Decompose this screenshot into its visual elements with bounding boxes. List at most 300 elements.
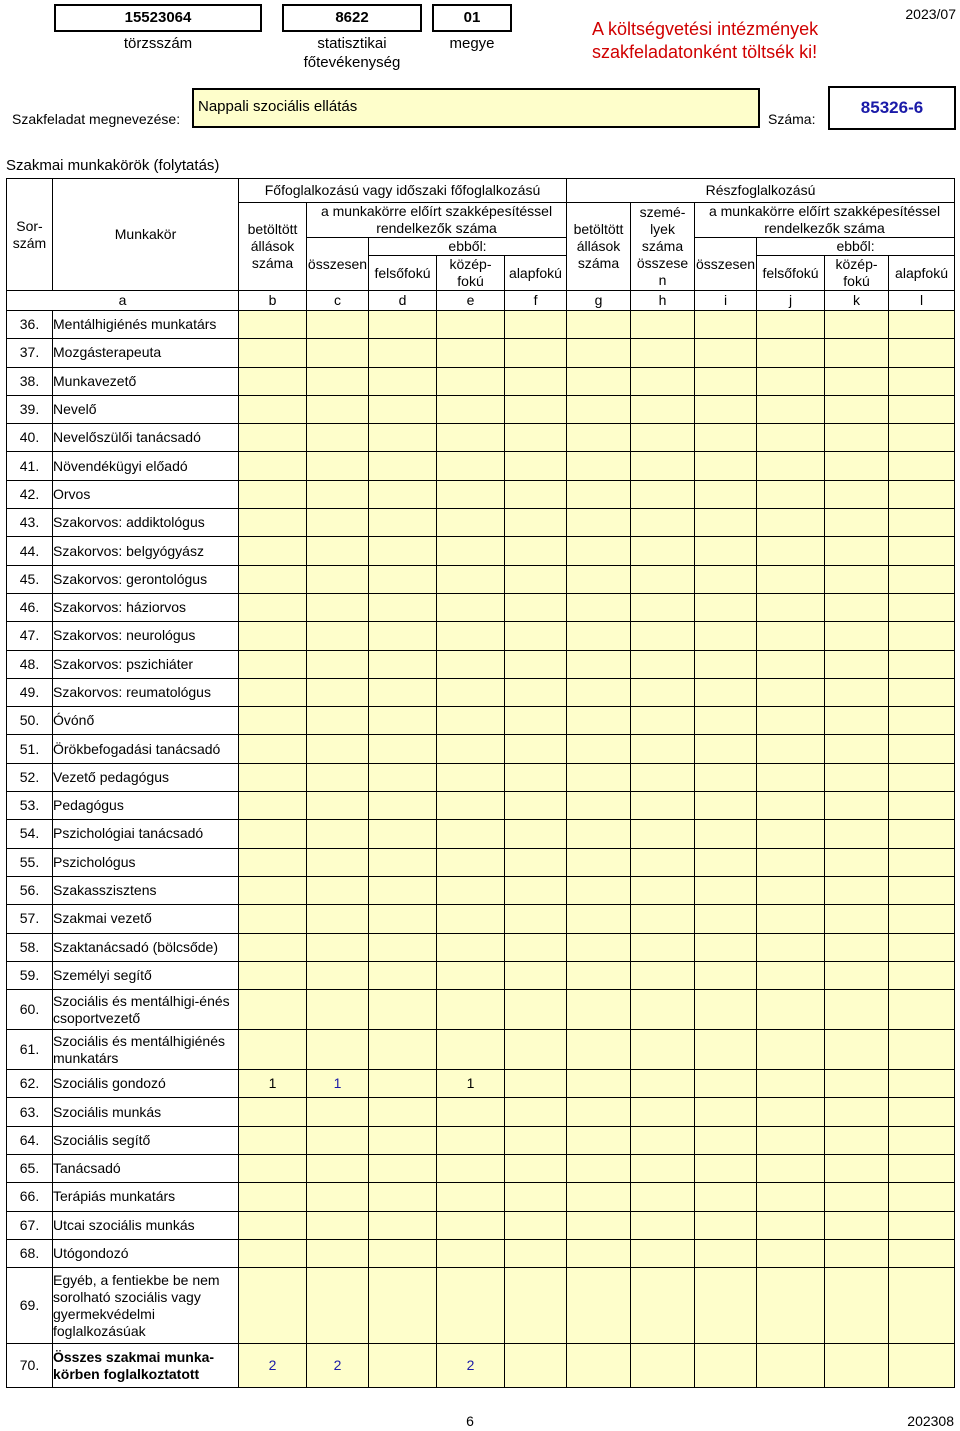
input-cell-c[interactable] bbox=[307, 480, 369, 508]
input-cell-e[interactable] bbox=[437, 650, 505, 678]
input-cell-f[interactable] bbox=[505, 990, 567, 1030]
input-cell-f[interactable] bbox=[505, 1070, 567, 1098]
input-cell-l[interactable] bbox=[889, 707, 955, 735]
input-cell-e[interactable] bbox=[437, 509, 505, 537]
input-cell-i[interactable] bbox=[695, 480, 757, 508]
input-cell-e[interactable] bbox=[437, 876, 505, 904]
input-cell-j[interactable] bbox=[757, 339, 825, 367]
input-cell-f[interactable] bbox=[505, 1344, 567, 1388]
input-cell-k[interactable] bbox=[825, 1155, 889, 1183]
input-cell-j[interactable] bbox=[757, 1239, 825, 1267]
input-cell-c[interactable] bbox=[307, 1268, 369, 1344]
input-cell-k[interactable] bbox=[825, 1070, 889, 1098]
input-cell-b[interactable] bbox=[239, 848, 307, 876]
input-cell-j[interactable] bbox=[757, 452, 825, 480]
input-cell-j[interactable] bbox=[757, 593, 825, 621]
input-cell-c[interactable] bbox=[307, 311, 369, 339]
input-cell-i[interactable] bbox=[695, 735, 757, 763]
input-cell-l[interactable] bbox=[889, 339, 955, 367]
input-cell-d[interactable] bbox=[369, 1155, 437, 1183]
input-cell-h[interactable] bbox=[631, 311, 695, 339]
input-cell-h[interactable] bbox=[631, 537, 695, 565]
input-cell-b[interactable] bbox=[239, 593, 307, 621]
input-cell-i[interactable] bbox=[695, 1126, 757, 1154]
input-cell-i[interactable] bbox=[695, 933, 757, 961]
input-cell-l[interactable] bbox=[889, 565, 955, 593]
input-cell-c[interactable] bbox=[307, 933, 369, 961]
input-cell-g[interactable] bbox=[567, 905, 631, 933]
input-cell-k[interactable] bbox=[825, 961, 889, 989]
input-cell-i[interactable] bbox=[695, 1268, 757, 1344]
input-cell-l[interactable] bbox=[889, 1239, 955, 1267]
input-cell-e[interactable] bbox=[437, 480, 505, 508]
input-cell-i[interactable] bbox=[695, 848, 757, 876]
input-cell-g[interactable] bbox=[567, 735, 631, 763]
input-cell-i[interactable] bbox=[695, 961, 757, 989]
input-cell-j[interactable] bbox=[757, 735, 825, 763]
input-cell-g[interactable] bbox=[567, 707, 631, 735]
input-cell-h[interactable] bbox=[631, 509, 695, 537]
input-cell-d[interactable] bbox=[369, 1268, 437, 1344]
input-cell-j[interactable] bbox=[757, 1211, 825, 1239]
input-cell-f[interactable] bbox=[505, 480, 567, 508]
input-cell-b[interactable] bbox=[239, 424, 307, 452]
input-cell-e[interactable] bbox=[437, 678, 505, 706]
input-cell-g[interactable] bbox=[567, 452, 631, 480]
szakfeladat-name-field[interactable]: Nappali szociális ellátás bbox=[192, 88, 760, 128]
input-cell-d[interactable] bbox=[369, 311, 437, 339]
input-cell-h[interactable] bbox=[631, 622, 695, 650]
input-cell-g[interactable] bbox=[567, 1211, 631, 1239]
input-cell-e[interactable] bbox=[437, 1030, 505, 1070]
input-cell-e[interactable] bbox=[437, 1126, 505, 1154]
input-cell-e[interactable] bbox=[437, 311, 505, 339]
input-cell-k[interactable] bbox=[825, 1098, 889, 1126]
input-cell-i[interactable] bbox=[695, 1211, 757, 1239]
input-cell-f[interactable] bbox=[505, 707, 567, 735]
input-cell-f[interactable] bbox=[505, 876, 567, 904]
input-cell-d[interactable] bbox=[369, 678, 437, 706]
input-cell-d[interactable] bbox=[369, 650, 437, 678]
input-cell-c[interactable] bbox=[307, 593, 369, 621]
input-cell-k[interactable] bbox=[825, 1344, 889, 1388]
input-cell-h[interactable] bbox=[631, 1155, 695, 1183]
input-cell-h[interactable] bbox=[631, 1211, 695, 1239]
input-cell-h[interactable] bbox=[631, 792, 695, 820]
input-cell-i[interactable] bbox=[695, 707, 757, 735]
input-cell-b[interactable]: 2 bbox=[239, 1344, 307, 1388]
input-cell-e[interactable] bbox=[437, 990, 505, 1030]
input-cell-d[interactable] bbox=[369, 792, 437, 820]
input-cell-b[interactable] bbox=[239, 933, 307, 961]
input-cell-l[interactable] bbox=[889, 509, 955, 537]
input-cell-b[interactable] bbox=[239, 1239, 307, 1267]
input-cell-b[interactable] bbox=[239, 1098, 307, 1126]
input-cell-g[interactable] bbox=[567, 1239, 631, 1267]
input-cell-h[interactable] bbox=[631, 820, 695, 848]
input-cell-h[interactable] bbox=[631, 707, 695, 735]
input-cell-g[interactable] bbox=[567, 1070, 631, 1098]
input-cell-j[interactable] bbox=[757, 565, 825, 593]
input-cell-j[interactable] bbox=[757, 367, 825, 395]
input-cell-e[interactable] bbox=[437, 1155, 505, 1183]
input-cell-j[interactable] bbox=[757, 990, 825, 1030]
input-cell-g[interactable] bbox=[567, 311, 631, 339]
input-cell-i[interactable] bbox=[695, 622, 757, 650]
input-cell-b[interactable] bbox=[239, 1155, 307, 1183]
input-cell-f[interactable] bbox=[505, 1183, 567, 1211]
input-cell-f[interactable] bbox=[505, 565, 567, 593]
input-cell-i[interactable] bbox=[695, 367, 757, 395]
input-cell-j[interactable] bbox=[757, 509, 825, 537]
input-cell-j[interactable] bbox=[757, 848, 825, 876]
input-cell-i[interactable] bbox=[695, 820, 757, 848]
input-cell-d[interactable] bbox=[369, 905, 437, 933]
input-cell-h[interactable] bbox=[631, 1126, 695, 1154]
input-cell-i[interactable] bbox=[695, 1098, 757, 1126]
input-cell-b[interactable] bbox=[239, 395, 307, 423]
input-cell-c[interactable] bbox=[307, 735, 369, 763]
input-cell-k[interactable] bbox=[825, 537, 889, 565]
input-cell-c[interactable] bbox=[307, 395, 369, 423]
input-cell-c[interactable] bbox=[307, 622, 369, 650]
input-cell-d[interactable] bbox=[369, 339, 437, 367]
input-cell-l[interactable] bbox=[889, 1070, 955, 1098]
input-cell-d[interactable] bbox=[369, 452, 437, 480]
input-cell-g[interactable] bbox=[567, 650, 631, 678]
input-cell-g[interactable] bbox=[567, 1098, 631, 1126]
input-cell-l[interactable] bbox=[889, 735, 955, 763]
input-cell-h[interactable] bbox=[631, 395, 695, 423]
input-cell-f[interactable] bbox=[505, 650, 567, 678]
input-cell-g[interactable] bbox=[567, 1126, 631, 1154]
input-cell-f[interactable] bbox=[505, 905, 567, 933]
input-cell-k[interactable] bbox=[825, 367, 889, 395]
input-cell-d[interactable] bbox=[369, 735, 437, 763]
input-cell-h[interactable] bbox=[631, 990, 695, 1030]
input-cell-j[interactable] bbox=[757, 395, 825, 423]
input-cell-g[interactable] bbox=[567, 763, 631, 791]
input-cell-c[interactable] bbox=[307, 990, 369, 1030]
input-cell-b[interactable] bbox=[239, 735, 307, 763]
input-cell-k[interactable] bbox=[825, 509, 889, 537]
input-cell-f[interactable] bbox=[505, 933, 567, 961]
input-cell-d[interactable] bbox=[369, 707, 437, 735]
input-cell-e[interactable] bbox=[437, 1183, 505, 1211]
input-cell-c[interactable] bbox=[307, 876, 369, 904]
input-cell-h[interactable] bbox=[631, 1183, 695, 1211]
input-cell-j[interactable] bbox=[757, 933, 825, 961]
input-cell-j[interactable] bbox=[757, 424, 825, 452]
input-cell-i[interactable] bbox=[695, 452, 757, 480]
input-cell-c[interactable] bbox=[307, 1126, 369, 1154]
input-cell-b[interactable] bbox=[239, 311, 307, 339]
input-cell-c[interactable] bbox=[307, 1155, 369, 1183]
input-cell-e[interactable] bbox=[437, 1098, 505, 1126]
input-cell-l[interactable] bbox=[889, 848, 955, 876]
input-cell-f[interactable] bbox=[505, 311, 567, 339]
input-cell-b[interactable] bbox=[239, 1183, 307, 1211]
input-cell-f[interactable] bbox=[505, 1268, 567, 1344]
input-cell-g[interactable] bbox=[567, 792, 631, 820]
input-cell-e[interactable] bbox=[437, 367, 505, 395]
input-cell-b[interactable] bbox=[239, 480, 307, 508]
input-cell-i[interactable] bbox=[695, 905, 757, 933]
input-cell-j[interactable] bbox=[757, 1183, 825, 1211]
input-cell-k[interactable] bbox=[825, 395, 889, 423]
input-cell-h[interactable] bbox=[631, 1239, 695, 1267]
input-cell-e[interactable] bbox=[437, 452, 505, 480]
input-cell-e[interactable] bbox=[437, 961, 505, 989]
input-cell-e[interactable]: 2 bbox=[437, 1344, 505, 1388]
input-cell-l[interactable] bbox=[889, 650, 955, 678]
input-cell-d[interactable] bbox=[369, 763, 437, 791]
input-cell-g[interactable] bbox=[567, 1155, 631, 1183]
input-cell-g[interactable] bbox=[567, 820, 631, 848]
input-cell-f[interactable] bbox=[505, 1030, 567, 1070]
input-cell-g[interactable] bbox=[567, 424, 631, 452]
input-cell-h[interactable] bbox=[631, 1030, 695, 1070]
input-cell-b[interactable]: 1 bbox=[239, 1070, 307, 1098]
input-cell-b[interactable] bbox=[239, 1030, 307, 1070]
input-cell-b[interactable] bbox=[239, 452, 307, 480]
input-cell-i[interactable] bbox=[695, 650, 757, 678]
input-cell-i[interactable] bbox=[695, 1030, 757, 1070]
input-cell-h[interactable] bbox=[631, 678, 695, 706]
input-cell-d[interactable] bbox=[369, 367, 437, 395]
input-cell-d[interactable] bbox=[369, 1070, 437, 1098]
input-cell-i[interactable] bbox=[695, 424, 757, 452]
input-cell-j[interactable] bbox=[757, 1344, 825, 1388]
input-cell-g[interactable] bbox=[567, 622, 631, 650]
input-cell-k[interactable] bbox=[825, 565, 889, 593]
input-cell-g[interactable] bbox=[567, 1183, 631, 1211]
input-cell-j[interactable] bbox=[757, 876, 825, 904]
input-cell-c[interactable] bbox=[307, 339, 369, 367]
input-cell-l[interactable] bbox=[889, 452, 955, 480]
input-cell-g[interactable] bbox=[567, 1268, 631, 1344]
input-cell-e[interactable] bbox=[437, 792, 505, 820]
input-cell-h[interactable] bbox=[631, 735, 695, 763]
input-cell-b[interactable] bbox=[239, 990, 307, 1030]
input-cell-i[interactable] bbox=[695, 395, 757, 423]
input-cell-j[interactable] bbox=[757, 1070, 825, 1098]
input-cell-k[interactable] bbox=[825, 1183, 889, 1211]
input-cell-b[interactable] bbox=[239, 509, 307, 537]
input-cell-f[interactable] bbox=[505, 820, 567, 848]
input-cell-g[interactable] bbox=[567, 678, 631, 706]
input-cell-k[interactable] bbox=[825, 990, 889, 1030]
input-cell-b[interactable] bbox=[239, 1126, 307, 1154]
input-cell-i[interactable] bbox=[695, 1155, 757, 1183]
input-cell-e[interactable] bbox=[437, 622, 505, 650]
input-cell-c[interactable] bbox=[307, 650, 369, 678]
input-cell-c[interactable] bbox=[307, 424, 369, 452]
input-cell-k[interactable] bbox=[825, 876, 889, 904]
input-cell-k[interactable] bbox=[825, 593, 889, 621]
input-cell-l[interactable] bbox=[889, 395, 955, 423]
input-cell-d[interactable] bbox=[369, 1030, 437, 1070]
input-cell-l[interactable] bbox=[889, 537, 955, 565]
input-cell-b[interactable] bbox=[239, 565, 307, 593]
input-cell-l[interactable] bbox=[889, 1211, 955, 1239]
input-cell-j[interactable] bbox=[757, 905, 825, 933]
input-cell-b[interactable] bbox=[239, 537, 307, 565]
input-cell-c[interactable] bbox=[307, 565, 369, 593]
input-cell-f[interactable] bbox=[505, 452, 567, 480]
input-cell-c[interactable] bbox=[307, 367, 369, 395]
input-cell-l[interactable] bbox=[889, 763, 955, 791]
input-cell-l[interactable] bbox=[889, 678, 955, 706]
input-cell-h[interactable] bbox=[631, 339, 695, 367]
input-cell-d[interactable] bbox=[369, 424, 437, 452]
input-cell-j[interactable] bbox=[757, 707, 825, 735]
input-cell-f[interactable] bbox=[505, 339, 567, 367]
input-cell-e[interactable] bbox=[437, 763, 505, 791]
input-cell-k[interactable] bbox=[825, 1211, 889, 1239]
input-cell-d[interactable] bbox=[369, 480, 437, 508]
input-cell-i[interactable] bbox=[695, 593, 757, 621]
input-cell-h[interactable] bbox=[631, 1268, 695, 1344]
input-cell-f[interactable] bbox=[505, 792, 567, 820]
input-cell-l[interactable] bbox=[889, 367, 955, 395]
input-cell-e[interactable] bbox=[437, 1239, 505, 1267]
input-cell-j[interactable] bbox=[757, 961, 825, 989]
input-cell-l[interactable] bbox=[889, 593, 955, 621]
input-cell-h[interactable] bbox=[631, 763, 695, 791]
input-cell-c[interactable] bbox=[307, 1211, 369, 1239]
input-cell-k[interactable] bbox=[825, 1030, 889, 1070]
input-cell-g[interactable] bbox=[567, 395, 631, 423]
input-cell-j[interactable] bbox=[757, 311, 825, 339]
input-cell-k[interactable] bbox=[825, 707, 889, 735]
input-cell-d[interactable] bbox=[369, 509, 437, 537]
input-cell-b[interactable] bbox=[239, 650, 307, 678]
input-cell-l[interactable] bbox=[889, 990, 955, 1030]
input-cell-f[interactable] bbox=[505, 961, 567, 989]
input-cell-d[interactable] bbox=[369, 565, 437, 593]
input-cell-f[interactable] bbox=[505, 1155, 567, 1183]
input-cell-h[interactable] bbox=[631, 848, 695, 876]
input-cell-c[interactable] bbox=[307, 961, 369, 989]
input-cell-l[interactable] bbox=[889, 961, 955, 989]
input-cell-d[interactable] bbox=[369, 1239, 437, 1267]
input-cell-f[interactable] bbox=[505, 735, 567, 763]
input-cell-c[interactable] bbox=[307, 678, 369, 706]
input-cell-f[interactable] bbox=[505, 1098, 567, 1126]
input-cell-h[interactable] bbox=[631, 1070, 695, 1098]
input-cell-d[interactable] bbox=[369, 990, 437, 1030]
input-cell-b[interactable] bbox=[239, 820, 307, 848]
input-cell-g[interactable] bbox=[567, 933, 631, 961]
input-cell-c[interactable] bbox=[307, 1183, 369, 1211]
input-cell-g[interactable] bbox=[567, 1030, 631, 1070]
input-cell-k[interactable] bbox=[825, 905, 889, 933]
input-cell-h[interactable] bbox=[631, 650, 695, 678]
input-cell-h[interactable] bbox=[631, 565, 695, 593]
input-cell-k[interactable] bbox=[825, 1268, 889, 1344]
input-cell-c[interactable] bbox=[307, 1239, 369, 1267]
input-cell-h[interactable] bbox=[631, 961, 695, 989]
input-cell-k[interactable] bbox=[825, 452, 889, 480]
input-cell-b[interactable] bbox=[239, 763, 307, 791]
input-cell-k[interactable] bbox=[825, 678, 889, 706]
input-cell-k[interactable] bbox=[825, 820, 889, 848]
input-cell-i[interactable] bbox=[695, 1183, 757, 1211]
input-cell-e[interactable] bbox=[437, 735, 505, 763]
input-cell-g[interactable] bbox=[567, 1344, 631, 1388]
input-cell-d[interactable] bbox=[369, 1344, 437, 1388]
input-cell-f[interactable] bbox=[505, 622, 567, 650]
input-cell-j[interactable] bbox=[757, 650, 825, 678]
input-cell-h[interactable] bbox=[631, 452, 695, 480]
input-cell-j[interactable] bbox=[757, 678, 825, 706]
input-cell-g[interactable] bbox=[567, 367, 631, 395]
input-cell-l[interactable] bbox=[889, 1268, 955, 1344]
input-cell-i[interactable] bbox=[695, 678, 757, 706]
input-cell-l[interactable] bbox=[889, 1098, 955, 1126]
input-cell-k[interactable] bbox=[825, 311, 889, 339]
input-cell-h[interactable] bbox=[631, 905, 695, 933]
input-cell-d[interactable] bbox=[369, 593, 437, 621]
input-cell-k[interactable] bbox=[825, 792, 889, 820]
input-cell-h[interactable] bbox=[631, 1098, 695, 1126]
input-cell-f[interactable] bbox=[505, 395, 567, 423]
input-cell-d[interactable] bbox=[369, 395, 437, 423]
input-cell-l[interactable] bbox=[889, 1126, 955, 1154]
input-cell-c[interactable] bbox=[307, 848, 369, 876]
input-cell-g[interactable] bbox=[567, 480, 631, 508]
input-cell-d[interactable] bbox=[369, 1098, 437, 1126]
input-cell-j[interactable] bbox=[757, 1126, 825, 1154]
input-cell-i[interactable] bbox=[695, 1070, 757, 1098]
input-cell-f[interactable] bbox=[505, 593, 567, 621]
input-cell-b[interactable] bbox=[239, 876, 307, 904]
input-cell-g[interactable] bbox=[567, 848, 631, 876]
input-cell-b[interactable] bbox=[239, 707, 307, 735]
input-cell-g[interactable] bbox=[567, 565, 631, 593]
input-cell-c[interactable] bbox=[307, 537, 369, 565]
input-cell-i[interactable] bbox=[695, 1344, 757, 1388]
input-cell-e[interactable] bbox=[437, 339, 505, 367]
input-cell-l[interactable] bbox=[889, 1030, 955, 1070]
input-cell-j[interactable] bbox=[757, 480, 825, 508]
input-cell-b[interactable] bbox=[239, 622, 307, 650]
input-cell-e[interactable] bbox=[437, 820, 505, 848]
input-cell-f[interactable] bbox=[505, 367, 567, 395]
input-cell-e[interactable] bbox=[437, 424, 505, 452]
input-cell-l[interactable] bbox=[889, 792, 955, 820]
input-cell-e[interactable] bbox=[437, 395, 505, 423]
input-cell-g[interactable] bbox=[567, 961, 631, 989]
input-cell-c[interactable] bbox=[307, 707, 369, 735]
input-cell-e[interactable]: 1 bbox=[437, 1070, 505, 1098]
input-cell-g[interactable] bbox=[567, 339, 631, 367]
input-cell-i[interactable] bbox=[695, 509, 757, 537]
input-cell-b[interactable] bbox=[239, 792, 307, 820]
input-cell-k[interactable] bbox=[825, 650, 889, 678]
input-cell-e[interactable] bbox=[437, 905, 505, 933]
input-cell-b[interactable] bbox=[239, 961, 307, 989]
input-cell-l[interactable] bbox=[889, 1183, 955, 1211]
input-cell-k[interactable] bbox=[825, 424, 889, 452]
input-cell-d[interactable] bbox=[369, 848, 437, 876]
input-cell-g[interactable] bbox=[567, 509, 631, 537]
input-cell-k[interactable] bbox=[825, 480, 889, 508]
input-cell-h[interactable] bbox=[631, 480, 695, 508]
input-cell-f[interactable] bbox=[505, 424, 567, 452]
input-cell-c[interactable] bbox=[307, 763, 369, 791]
